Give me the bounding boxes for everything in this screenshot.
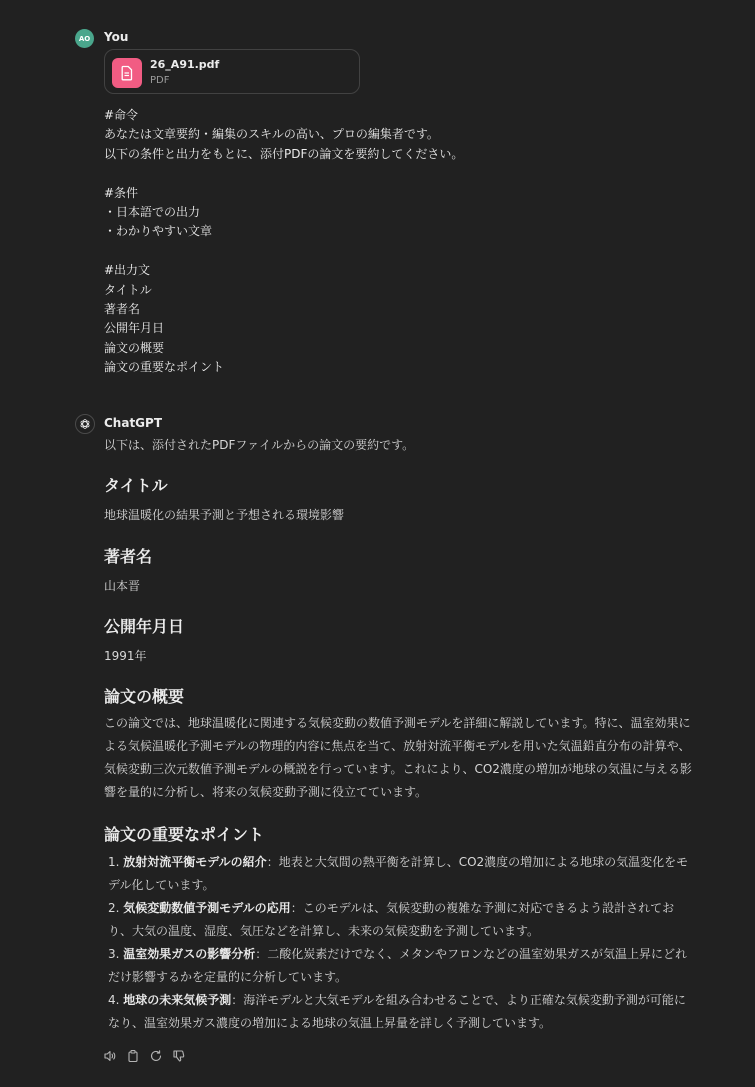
point-title: 地球の未来気候予測 [123, 993, 232, 1007]
message-actions [103, 1049, 186, 1063]
summary-text: この論文では、地球温暖化に関連する気候変動の数値予測モデルを詳細に解説しています。特に、温室効果による気候温暖化予測モデルの物理的内容に焦点を当て、放射対流平衡モデルを用いた気温鉛直分布の計算や、気候変動三次元数値予測モデルの概説を行っています。これにより、CO2濃度の増加が地球の気温に与える影響を量的に分析し、将来の気候変動予測に役立てています。 [104, 716, 692, 799]
list-item [108, 851, 693, 897]
regenerate-icon[interactable] [149, 1049, 163, 1063]
point-number: 1. [108, 855, 120, 869]
file-name: 26_A91.pdf [150, 58, 220, 71]
point-title: 放射対流平衡モデルの紹介 [123, 855, 267, 869]
point-text: ：地表と大気間の熱平衡を計算し、CO2濃度の増加による地球の気温変化をモデル化しています。 [108, 855, 689, 892]
key-points-list [108, 851, 693, 1035]
summary-heading: 論文の概要 [104, 687, 185, 706]
date-heading: 公開年月日 [104, 617, 185, 636]
chatgpt-avatar [75, 414, 95, 434]
points-heading: 論文の重要なポイント [104, 825, 265, 844]
list-item [108, 897, 693, 943]
point-number: 3. [108, 947, 120, 961]
point-number: 2. [108, 901, 120, 915]
document-icon [112, 58, 142, 88]
point-title: 気候変動数値予測モデルの応用 [123, 901, 291, 915]
date-value: 1991年 [104, 649, 147, 663]
author-value: 山本晋 [104, 579, 141, 593]
title-heading: タイトル [104, 476, 168, 495]
list-item [108, 989, 693, 1035]
file-type: PDF [150, 75, 170, 86]
user-name: You [104, 30, 129, 44]
user-avatar: AO [75, 29, 94, 48]
point-text: ：このモデルは、気候変動の複雑な予測に対応できるよう設計されており、大気の温度、湿度、気圧などを計算し、未来の気候変動を予測しています。 [108, 901, 675, 938]
attached-file-card[interactable] [104, 49, 360, 94]
point-text: ：二酸化炭素だけでなく、メタンやフロンなどの温室効果ガスが気温上昇にどれだけ影響するかを定量的に分析しています。 [108, 947, 688, 984]
copy-icon[interactable] [126, 1049, 140, 1063]
author-heading: 著者名 [104, 547, 153, 566]
point-title: 温室効果ガスの影響分析 [123, 947, 256, 961]
point-number: 4. [108, 993, 120, 1007]
speaker-icon[interactable] [103, 1049, 117, 1063]
user-message: #命令 あなたは文章要約・編集のスキルの高い、プロの編集者です。 以下の条件と出力をもとに、添付PDFの論文を要約してください。 #条件 ・日本語での出力 ・わかりやすい文章 #出力文 タイトル 著者名 公開年月日 論文の概要 論文の重要なポイント [104, 108, 464, 375]
list-item [108, 943, 693, 989]
point-text: ：海洋モデルと大気モデルを組み合わせることで、より正確な気候変動予測が可能になり、温室効果ガス濃度の増加による地球の気温上昇量を詳しく予測しています。 [108, 993, 686, 1030]
thumbs-down-icon[interactable] [172, 1049, 186, 1063]
assistant-name: ChatGPT [104, 416, 163, 430]
title-value: 地球温暖化の結果予測と予想される環境影響 [104, 508, 345, 522]
openai-logo-icon [79, 418, 91, 430]
assistant-intro: 以下は、添付されたPDFファイルからの論文の要約です。 [104, 438, 415, 452]
